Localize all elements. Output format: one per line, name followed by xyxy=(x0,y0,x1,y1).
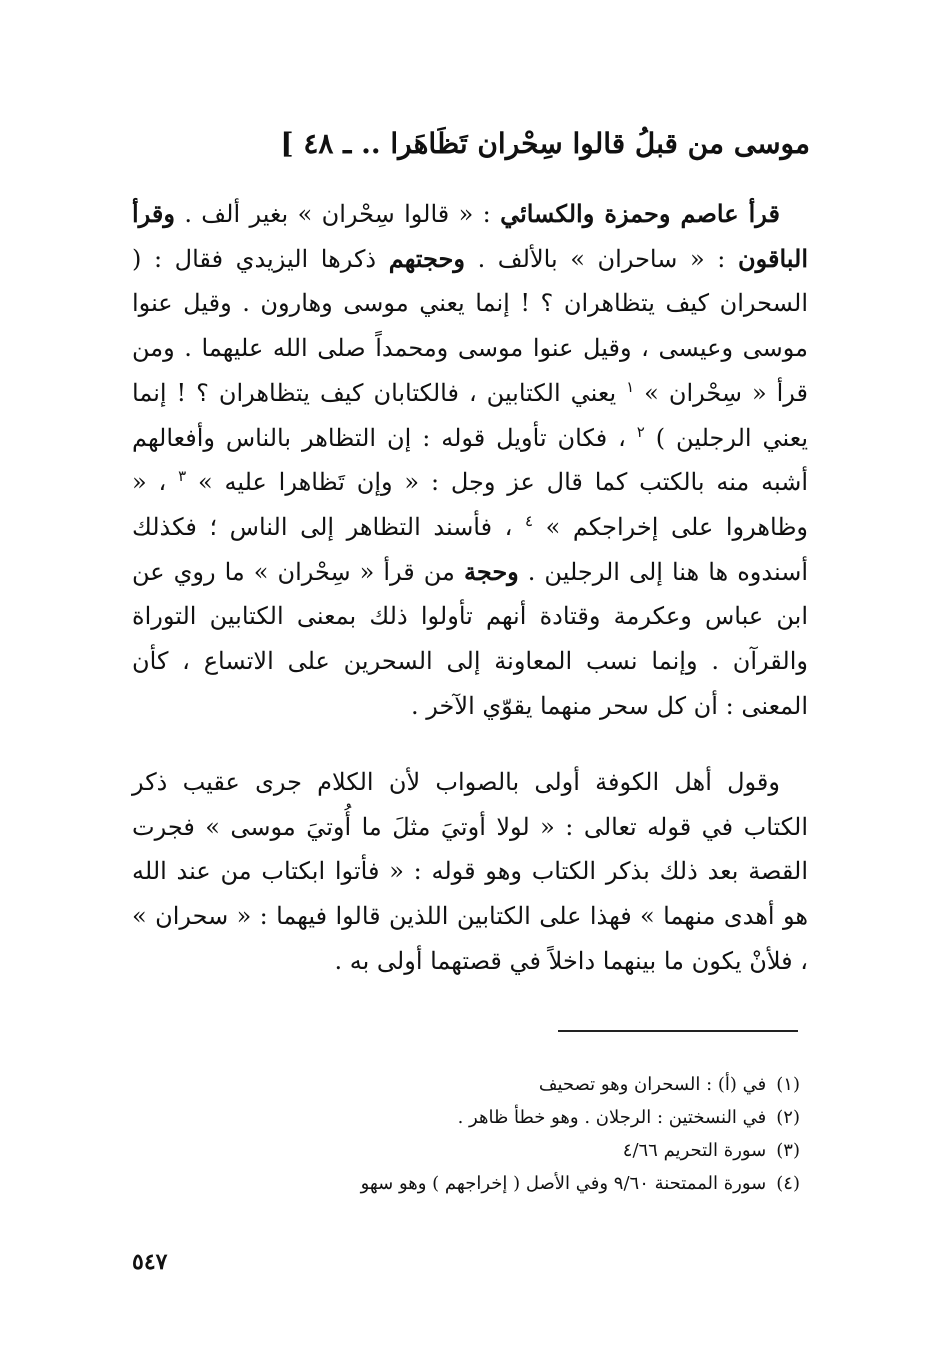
footnote-marker-1[interactable]: ١ xyxy=(626,377,635,396)
main-paragraph-2 xyxy=(132,760,808,980)
main-paragraph-1 xyxy=(132,192,808,742)
footnotes-list xyxy=(300,1068,800,1200)
bold-phrase-3: وقرأ الباقون xyxy=(132,199,808,273)
footnote-text: في النسختين : الرجلان . وهو خطأ ظاهر . xyxy=(457,1107,767,1128)
text-run-7: يعني الكتابين ، فالكتابان كيف يتظاهران ؟ ! إنما يعني الرجلين ) xyxy=(132,378,808,452)
footnote-text: سورة الممتحنة ٩/٦٠ وفي الأصل ( إخراجهم ) وهو سهو xyxy=(360,1173,767,1194)
page-number: ٥٤٧ xyxy=(132,1249,168,1275)
footnote-separator xyxy=(558,1030,798,1032)
text-run-6: ذكرها اليزيدي فقال : ( السحران كيف يتظاهران ؟ ! إنما يعني موسى وهارون . وقيل عنوا موسى وعيسى ، وقيل عنوا موسى ومحمداً صلى الله عليهما . ومن قرأ « سِحْران » xyxy=(132,244,808,407)
bold-phrase-11: وحجة xyxy=(463,556,519,586)
footnote-number: (١) xyxy=(776,1074,800,1095)
bold-phrase-5: وحجتهم xyxy=(388,243,465,273)
footnote-marker-3[interactable]: ٣ xyxy=(178,467,187,486)
paragraph-2-text: وقول أهل الكوفة أولى بالصواب لأن الكلام جرى عقيب ذكر الكتاب في قوله تعالى : « لولا أوتيَ مثلَ ما أُوتيَ موسى » فجرت القصة بعد ذلك بذكر الكتاب وهو قوله : « فأتوا ابكتاب من عند الله هو أهدى منهما » فهذا على الكتابين اللذين قالوا فيهما : « سحران » ، فلأنْ يكون ما بينهما داخلاً في قصتهما أولى به . xyxy=(132,768,808,975)
footnote-text: سورة التحريم ٤/٦٦ xyxy=(622,1140,767,1161)
text-run-2: : « قالوا سِحْران » بغير ألف . xyxy=(174,200,501,228)
page-heading: موسى من قبلُ قالوا سِحْران تَظَاهَرا .. ـ ٤٨ ] xyxy=(280,127,810,160)
text-run-10: ، فأسند التظاهر إلى الناس ؛ فكذلك أسندوه ها هنا إلى الرجلين . xyxy=(132,512,808,586)
footnote-3 xyxy=(300,1134,800,1167)
text-run-12: من قرأ « سِحْران » ما روي عن ابن عباس وعكرمة وقتادة أنهم تأولوا ذلك بمعنى الكتابين التوراة والقرآن . وإنما نسب المعاونة إلى السحرين على الاتساع ، كأن المعنى : أن كل سحر منهما يقوّي الآخر . xyxy=(132,557,808,720)
footnote-2 xyxy=(300,1101,800,1134)
footnote-number: (٣) xyxy=(776,1140,800,1161)
text-run-8: ، فكان تأويل قوله : إن التظاهر بالناس وأفعالهم أشبه منه بالكتب كما قال عز وجل : « وإن تَظاهرا عليه » xyxy=(132,423,808,497)
footnote-1 xyxy=(300,1068,800,1101)
footnote-text: في (أ) : السحران وهو تصحيف xyxy=(538,1074,767,1095)
footnote-number: (٤) xyxy=(776,1173,800,1194)
footnote-marker-4[interactable]: ٤ xyxy=(525,511,534,530)
text-run-4: : « ساحران » بالألف . xyxy=(464,244,738,273)
bold-phrase-1: قرأ عاصم وحمزة والكسائي xyxy=(500,199,780,228)
footnote-number: (٢) xyxy=(776,1107,800,1128)
footnote-4 xyxy=(300,1167,800,1200)
text-run-9: ، « وظاهروا على إخراجكم » xyxy=(132,468,809,541)
footnote-marker-2[interactable]: ٢ xyxy=(636,422,645,441)
